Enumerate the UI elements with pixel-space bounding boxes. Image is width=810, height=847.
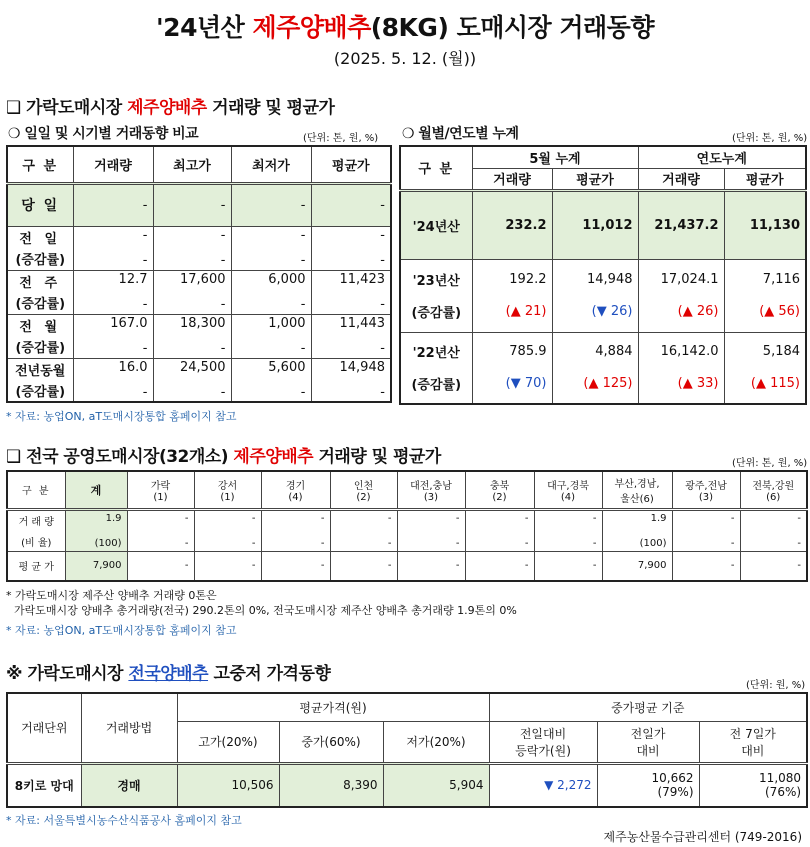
cumulative-table bbox=[399, 145, 807, 405]
header-cell: 연도누계 bbox=[638, 146, 806, 168]
section2-unit: (단위: 톤, 원, %) bbox=[732, 458, 808, 469]
table-row-prev-month: 전 월 (증감률) 167.0 - 18,300 - 1,000 - 11,443 - bbox=[7, 314, 391, 358]
header-cell: 구 분 bbox=[400, 146, 472, 190]
header-cell: 평균가 bbox=[311, 146, 391, 183]
section1-left-title: ❍ 일일 및 시기별 거래동향 비교 bbox=[8, 126, 199, 142]
section3-unit: (단위: 원, %) bbox=[746, 680, 806, 691]
section1-right-title: ❍ 월별/연도별 누계 bbox=[402, 126, 519, 142]
daily-trade-table bbox=[6, 145, 392, 403]
table-row-23: '23년산 (증감률) 192.2 (▲ 21) 14,948 (▼ 26) 17,024.1 (▲ 26) 7,116 (▲ 56) bbox=[400, 259, 806, 332]
table-header-row bbox=[7, 146, 391, 183]
table-subheader-row: 거래량 평균가 거래량 평균가 bbox=[400, 168, 806, 190]
section2-title: ❑ 전국 공영도매시장(32개소) 제주양배추 거래량 및 평균가 bbox=[6, 447, 441, 467]
table-row-prev-week: 전 주 (증감률) 12.7 - 17,600 - 6,000 - 11,423 - bbox=[7, 270, 391, 314]
page-title: '24년산 제주양배추(8KG) 도매시장 거래동향 bbox=[156, 13, 654, 42]
table-header-row: 거래단위 거래방법 평균가격(원) 중가평균 기준 bbox=[7, 693, 807, 721]
section1-right-unit: (단위: 톤, 원, %) bbox=[732, 133, 808, 144]
table-row-today: 당 일 - - - - bbox=[7, 183, 391, 226]
table-header-row: 구 분 계 가락 (1) 강서 (1) 경기 (4) 인천 (2) 대전,충남 (3) 충북 (2) 대구,경북 (4) 부산,경남, 울산(6) 광주,전남 (3) 전북,강원 (6) bbox=[7, 471, 807, 509]
table-row-average: 평 균 가 7,900 - - - - - - - 7,900 - - bbox=[7, 551, 807, 581]
section3-title: ※ 가락도매시장 전국양배추 고중저 가격동향 bbox=[6, 664, 331, 684]
section2-source-note: * 자료: 농업ON, aT도매시장통합 홈페이지 참고 bbox=[6, 624, 237, 637]
header-cell: 최저가 bbox=[231, 146, 311, 183]
row-label: 당 일 bbox=[7, 183, 73, 226]
title-product: 제주양배추 bbox=[252, 13, 371, 42]
report-date: (2025. 5. 12. (월)) bbox=[333, 49, 477, 68]
table-row-prev-day: 전 일 (증감률) - - - - - - - - bbox=[7, 226, 391, 270]
section1-source-note: * 자료: 농업ON, aT도매시장통합 홈페이지 참고 bbox=[6, 410, 237, 423]
header-cell: 거래량 bbox=[73, 146, 153, 183]
price-trend-table bbox=[6, 692, 808, 808]
section1-left-unit: (단위: 톤, 원, %) bbox=[303, 133, 379, 144]
section2-footnote-2: 가락도매시장 양배추 총거래량(전국) 290.2톤의 0%, 전국도매시장 제주산 양배추 총거래량 1.9톤의 0% bbox=[14, 604, 517, 617]
footer-center: 제주농산물수급관리센터 (749-2016) bbox=[603, 830, 802, 844]
table-header-row bbox=[400, 146, 806, 168]
section3-source-note: * 자료: 서울특별시농수산식품공사 홈페이지 참고 bbox=[6, 814, 242, 827]
section2-footnote-1: * 가락도매시장 제주산 양배추 거래량 0톤은 bbox=[6, 589, 217, 602]
header-cell: 5월 누계 bbox=[472, 146, 638, 168]
national-market-table bbox=[6, 470, 808, 582]
header-cell: 구 분 bbox=[7, 146, 73, 183]
table-row-22: '22년산 (증감률) 785.9 (▼ 70) 4,884 (▲ 125) 16,142.0 (▲ 33) 5,184 (▲ 115) bbox=[400, 332, 806, 404]
section1-title: ❑ 가락도매시장 제주양배추 거래량 및 평균가 bbox=[6, 98, 335, 118]
table-row-8kg: 8키로 망대 경매 10,506 8,390 5,904 ▼ 2,272 10,662 (79%) 11,080 (76%) bbox=[7, 763, 807, 807]
table-row-prev-year-month: 전년동월 (증감률) 16.0 - 24,500 - 5,600 - 14,948 - bbox=[7, 358, 391, 402]
table-row-volume: 거 래 량 (비 율) 1.9 (100) - - - - - - - - - - - - - - 1.9 (100) - - - - bbox=[7, 509, 807, 551]
header-cell: 최고가 bbox=[153, 146, 231, 183]
table-subheader-row: 고가(20%) 중가(60%) 저가(20%) 전일대비 등락가(원) 전일가 대비 전 7일가 대비 bbox=[7, 721, 807, 763]
table-row-24: '24년산 232.2 11,012 21,437.2 11,130 bbox=[400, 190, 806, 259]
